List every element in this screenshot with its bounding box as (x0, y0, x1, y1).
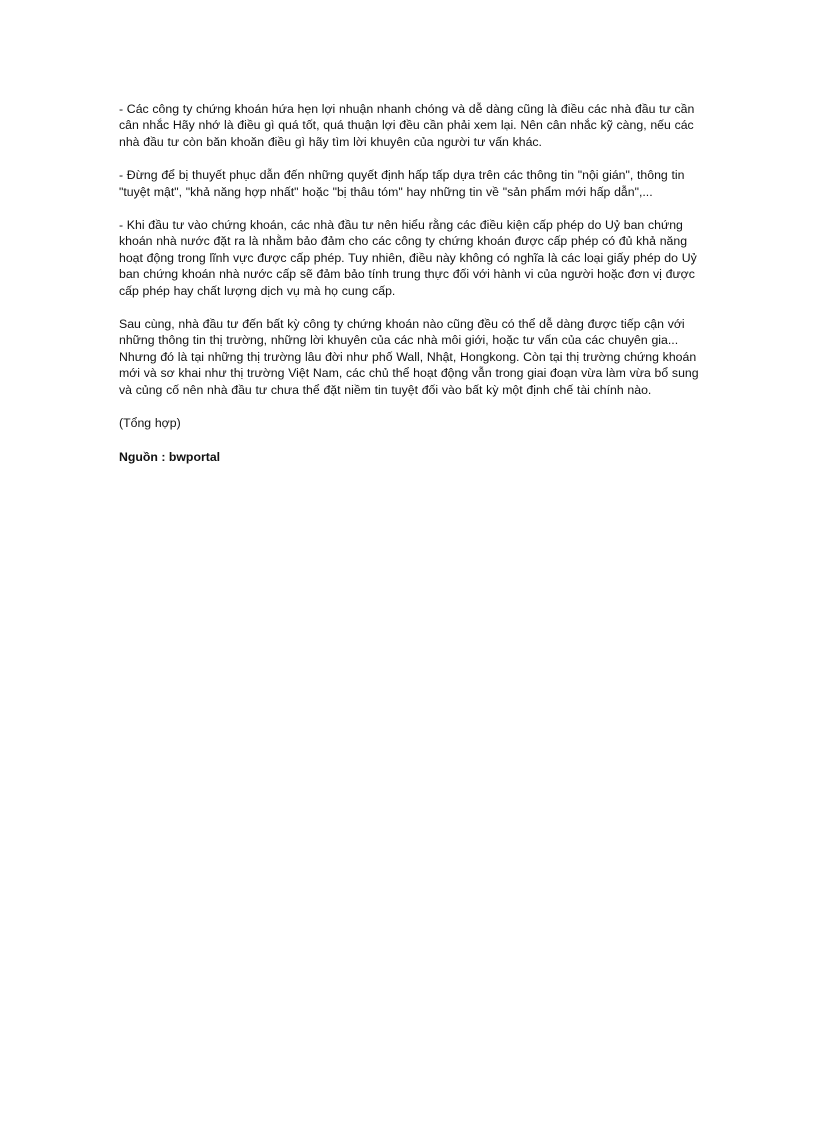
paragraph-2: - Đừng để bị thuyết phục dẫn đến những quyết định hấp tấp dựa trên các thông tin "nội gián", thông tin "tuyệt mật", "khả năng hợp nhất" hoặc "bị thâu tóm" hay những tin về "sản phẩm mới hấp dẫn",... (119, 168, 685, 199)
document-page (119, 101, 701, 465)
paragraph-1: - Các công ty chứng khoán hứa hẹn lợi nhuận nhanh chóng và dễ dàng cũng là điều các nhà đầu tư cần cân nhắc Hãy nhớ là điều gì quá tốt, quá thuận lợi đều cần phải xem lại. Nên cân nhắc kỹ càng, nếu các nhà đầu tư còn băn khoăn điều gì hãy tìm lời khuyên của người tư vấn khác. (119, 102, 695, 149)
compiled-note: (Tổng hợp) (119, 416, 181, 431)
paragraph-4: Sau cùng, nhà đầu tư đến bất kỳ công ty chứng khoán nào cũng đều có thể dễ dàng được tiếp cận với những thông tin thị trường, những lời khuyên của các nhà môi giới, hoặc tư vấn của các chuyên gia... Nhưng đó là tại những thị trường lâu đời như phố Wall, Nhật, Hongkong. Còn tại thị trường chứng khoán mới và sơ khai như thị trường Việt Nam, các chủ thể hoạt động vẫn trong giai đoạn vừa làm vừa bổ sung và củng cố nên nhà đầu tư chưa thể đặt niềm tin tuyệt đối vào bất kỳ một định chế tài chính nào. (119, 317, 699, 397)
source-credit: Nguồn : bwportal (119, 449, 221, 464)
paragraph-3: - Khi đầu tư vào chứng khoán, các nhà đầu tư nên hiểu rằng các điều kiện cấp phép do Uỷ ban chứng khoán nhà nước đặt ra là nhằm bảo đảm cho các công ty chứng khoán được cấp phép có đủ khả năng hoạt động trong lĩnh vực được cấp phép. Tuy nhiên, điều này không có nghĩa là các loại giấy phép do Uỷ ban chứng khoán nhà nước cấp sẽ đảm bảo tính trung thực đối với hành vi của người hoặc đơn vị được cấp phép hay chất lượng dịch vụ mà họ cung cấp. (119, 218, 697, 298)
